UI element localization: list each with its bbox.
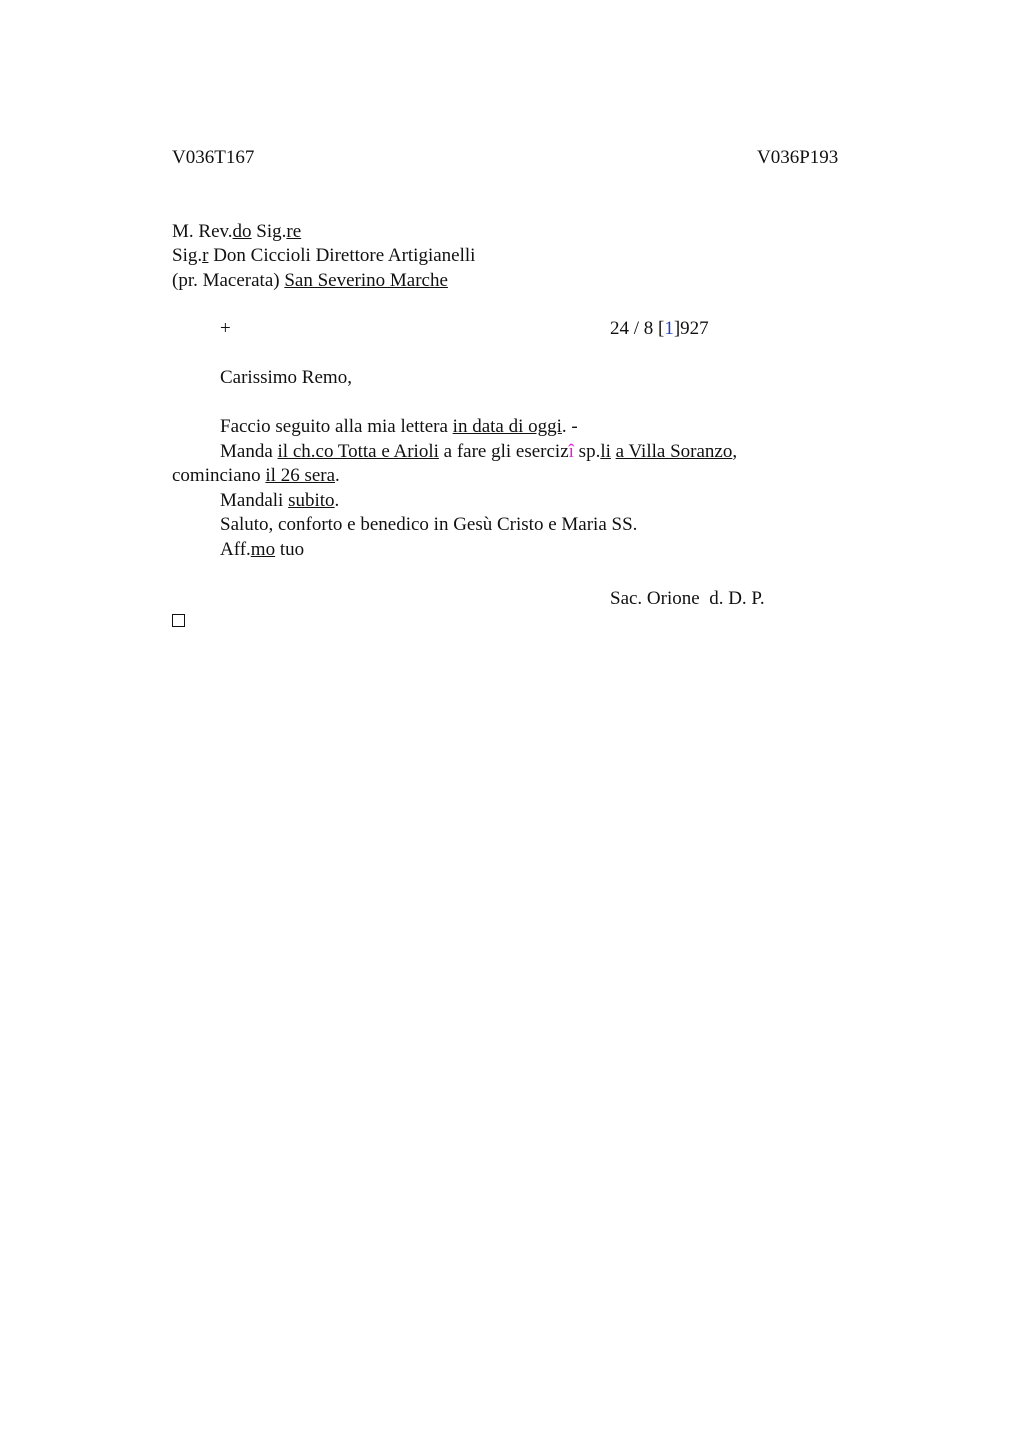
body-underlined: in data di oggi: [452, 416, 562, 437]
body-text: . -: [561, 416, 578, 437]
body-text: Faccio seguito alla mia lettera: [220, 416, 453, 437]
body-paragraph-3: [220, 489, 339, 513]
salutation: Carissimo Remo,: [220, 367, 352, 388]
body-text: .: [335, 465, 340, 486]
body-paragraph-2: [220, 440, 737, 464]
address-text: Sig.: [251, 221, 287, 242]
address-text: (pr. Macerata): [172, 270, 285, 291]
body-text: cominciano: [172, 465, 266, 486]
address-underlined: r: [202, 245, 209, 266]
closing-line: [220, 538, 304, 562]
cross-mark: +: [220, 318, 231, 339]
letter-date: [610, 317, 709, 341]
doc-code-right: V036P193: [757, 147, 839, 168]
address-text: Don Ciccioli Direttore Artigianelli: [208, 245, 476, 266]
body-underlined: li: [600, 441, 611, 462]
diacritic-mark: î: [568, 441, 574, 462]
body-paragraph-1: [220, 415, 578, 439]
address-line-2: [172, 244, 475, 268]
end-box-icon: [172, 614, 185, 627]
address-underlined: do: [232, 221, 252, 242]
body-text: Aff.: [220, 539, 251, 560]
address-text: M. Rev.: [172, 221, 233, 242]
address-underlined: re: [286, 221, 302, 242]
body-text: Mandali: [220, 490, 289, 511]
body-underlined: il 26 sera: [265, 465, 336, 486]
body-underlined: il ch.co Totta e Arioli: [277, 441, 439, 462]
body-text: tuo: [275, 539, 305, 560]
signature: Sac. Orione d. D. P.: [610, 588, 765, 609]
date-text: 24 / 8 [: [610, 318, 665, 339]
body-text: Manda: [220, 441, 278, 462]
address-underlined: San Severino Marche: [284, 270, 448, 291]
date-text: ]927: [673, 318, 709, 339]
address-text: Sig.: [172, 245, 203, 266]
date-editorial-digit: 1: [664, 318, 674, 339]
body-underlined: subito: [288, 490, 335, 511]
body-text: sp.: [573, 441, 601, 462]
body-text: .: [334, 490, 340, 511]
doc-code-left: V036T167: [172, 147, 255, 168]
body-paragraph-4: Saluto, conforto e benedico in Gesù Cristo e Maria SS.: [220, 514, 638, 535]
body-underlined: mo: [250, 539, 276, 560]
address-line-1: [172, 220, 301, 244]
body-underlined: a Villa Soranzo: [615, 441, 733, 462]
body-text: a fare gli eserciz: [438, 441, 569, 462]
address-line-3: [172, 269, 448, 293]
body-text: ,: [732, 441, 738, 462]
body-paragraph-2-continuation: [172, 464, 340, 488]
